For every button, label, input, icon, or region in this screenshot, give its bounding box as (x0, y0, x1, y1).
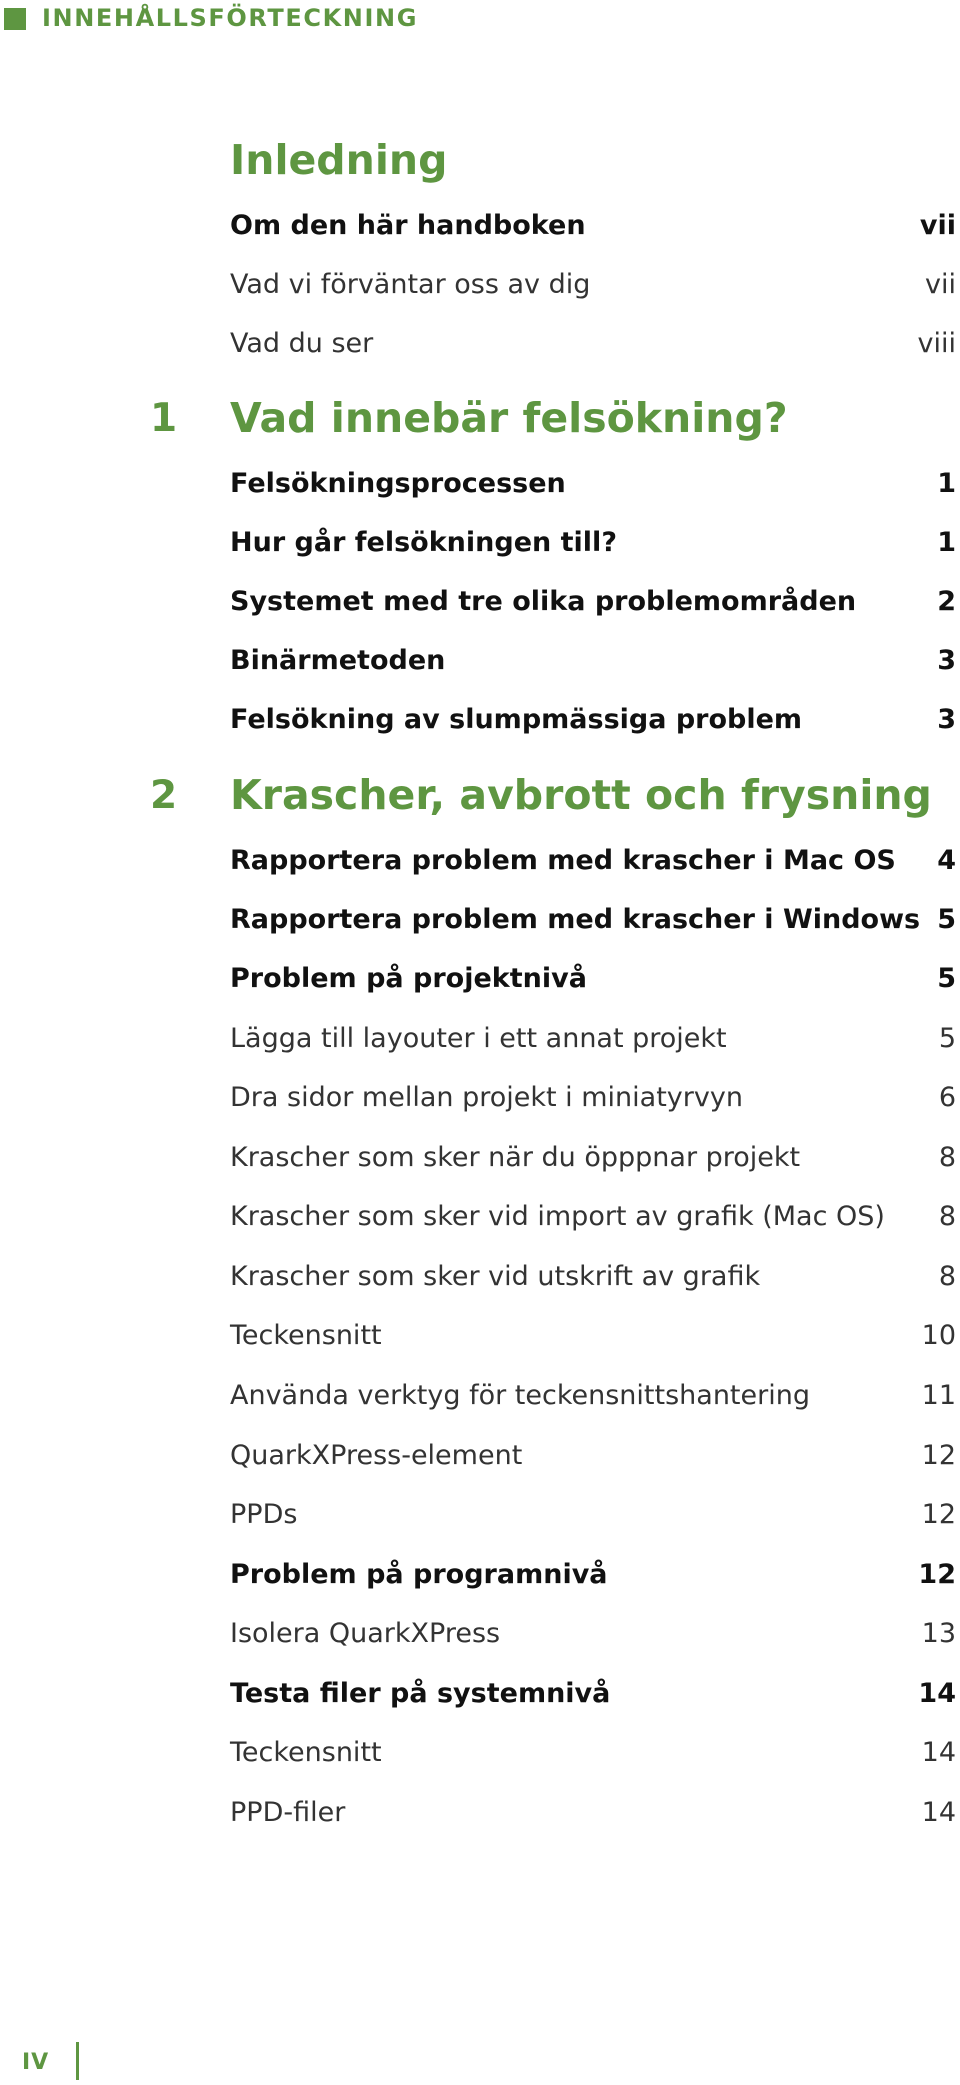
toc-entry[interactable] (230, 1251, 956, 1301)
chapter-number: 2 (150, 772, 178, 818)
toc-entry[interactable] (230, 953, 956, 1003)
chapter-heading (0, 765, 960, 825)
toc-entry-label: Lägga till layouter i ett annat projekt (230, 1022, 727, 1054)
toc-entry-label: Hur går felsökningen till? (230, 526, 617, 558)
toc-entry[interactable] (230, 1608, 956, 1658)
toc-entry-page: 3 (937, 644, 956, 676)
toc-entry[interactable] (230, 1727, 956, 1777)
toc-entry-label: Felsökning av slumpmässiga problem (230, 703, 803, 735)
toc-entry-page: 1 (937, 526, 956, 558)
toc-entry-page: 11 (921, 1379, 956, 1411)
page-number: IV (22, 2049, 50, 2075)
toc-entry[interactable] (230, 1549, 956, 1599)
chapter-heading (0, 130, 960, 190)
toc-entry-label: Binärmetoden (230, 644, 446, 676)
toc-entry-label: Krascher som sker vid import av grafik (Mac OS) (230, 1200, 885, 1232)
toc-entry-page: vii (919, 209, 956, 241)
toc-entry-page: 5 (937, 903, 956, 935)
toc-entry[interactable] (230, 1787, 956, 1837)
toc-entry[interactable] (230, 458, 956, 508)
toc-entry-label: Om den här handboken (230, 209, 586, 241)
toc-entry-label: Rapportera problem med krascher i Windows (230, 903, 921, 935)
toc-entry-page: 12 (918, 1558, 956, 1590)
toc-entry-page: 14 (921, 1796, 956, 1828)
toc-entry-label: Teckensnitt (230, 1319, 382, 1351)
page-footer (0, 2040, 960, 2084)
toc-entry-page: 14 (921, 1736, 956, 1768)
toc-entry[interactable] (230, 200, 956, 250)
toc-entry-page: 3 (937, 703, 956, 735)
toc-entry-page: 5 (937, 962, 956, 994)
toc-entry[interactable] (230, 1370, 956, 1420)
toc-entry-label: Rapportera problem med krascher i Mac OS (230, 844, 896, 876)
toc-entry-page: 1 (937, 467, 956, 499)
toc-entry[interactable] (230, 1072, 956, 1122)
toc-entry-page: 13 (921, 1617, 956, 1649)
toc-entry[interactable] (230, 635, 956, 685)
toc-entry-page: 8 (938, 1200, 956, 1232)
toc-entry[interactable] (230, 1132, 956, 1182)
toc-entry[interactable] (230, 517, 956, 567)
toc-entry-page: 5 (938, 1022, 956, 1054)
toc-entry-label: Använda verktyg för teckensnittshantering (230, 1379, 810, 1411)
toc-entry[interactable] (230, 318, 956, 368)
toc-entry[interactable] (230, 1668, 956, 1718)
toc-entry-page: 12 (921, 1439, 956, 1471)
toc-entry-page: 2 (937, 585, 956, 617)
toc-entry-label: Krascher som sker vid utskrift av grafik (230, 1260, 761, 1292)
toc-entry-label: Vad vi förväntar oss av dig (230, 268, 591, 300)
toc-entry-page: 14 (918, 1677, 956, 1709)
chapter-title: Inledning (230, 136, 448, 184)
footer-divider (76, 2042, 79, 2080)
toc-entry-page: 10 (921, 1319, 956, 1351)
toc-entry-label: Isolera QuarkXPress (230, 1617, 501, 1649)
toc-entry[interactable] (230, 576, 956, 626)
chapter-number: 1 (150, 395, 178, 441)
toc-entry-page: 4 (937, 844, 956, 876)
toc-entry-page: 6 (938, 1081, 956, 1113)
toc-entry[interactable] (230, 1310, 956, 1360)
toc-entry[interactable] (230, 1489, 956, 1539)
toc-entry-label: Systemet med tre olika problemområden (230, 585, 857, 617)
toc-entry-label: Krascher som sker när du öpppnar projekt (230, 1141, 801, 1173)
toc-entry-label: PPD-filer (230, 1796, 346, 1828)
toc-entry-label: Problem på projektnivå (230, 962, 587, 994)
toc-entry[interactable] (230, 1191, 956, 1241)
toc-entry-page: viii (917, 327, 956, 359)
chapter-title: Vad innebär felsökning? (230, 394, 788, 442)
toc-entry[interactable] (230, 259, 956, 309)
toc-entry-label: QuarkXPress-element (230, 1439, 523, 1471)
toc-entry-label: Testa filer på systemnivå (230, 1677, 611, 1709)
section-marker (4, 8, 26, 30)
toc-entry-label: PPDs (230, 1498, 298, 1530)
toc-entry[interactable] (230, 1430, 956, 1480)
toc-entry[interactable] (230, 1013, 956, 1063)
toc-entry[interactable] (230, 835, 956, 885)
toc-entry-page: vii (925, 268, 956, 300)
toc-entry-label: Teckensnitt (230, 1736, 382, 1768)
toc-entry-label: Dra sidor mellan projekt i miniatyrvyn (230, 1081, 743, 1113)
toc-entry-label: Problem på programnivå (230, 1558, 608, 1590)
header-title: INNEHÅLLSFÖRTECKNING (42, 4, 419, 32)
toc-entry[interactable] (230, 894, 956, 944)
chapter-heading (0, 388, 960, 448)
chapter-title: Krascher, avbrott och frysning (230, 771, 932, 819)
toc-entry[interactable] (230, 694, 956, 744)
toc-entry-page: 12 (921, 1498, 956, 1530)
toc-entry-label: Felsökningsprocessen (230, 467, 566, 499)
page-header (0, 0, 960, 36)
toc-entry-page: 8 (938, 1141, 956, 1173)
toc-entry-page: 8 (938, 1260, 956, 1292)
toc-entry-label: Vad du ser (230, 327, 374, 359)
